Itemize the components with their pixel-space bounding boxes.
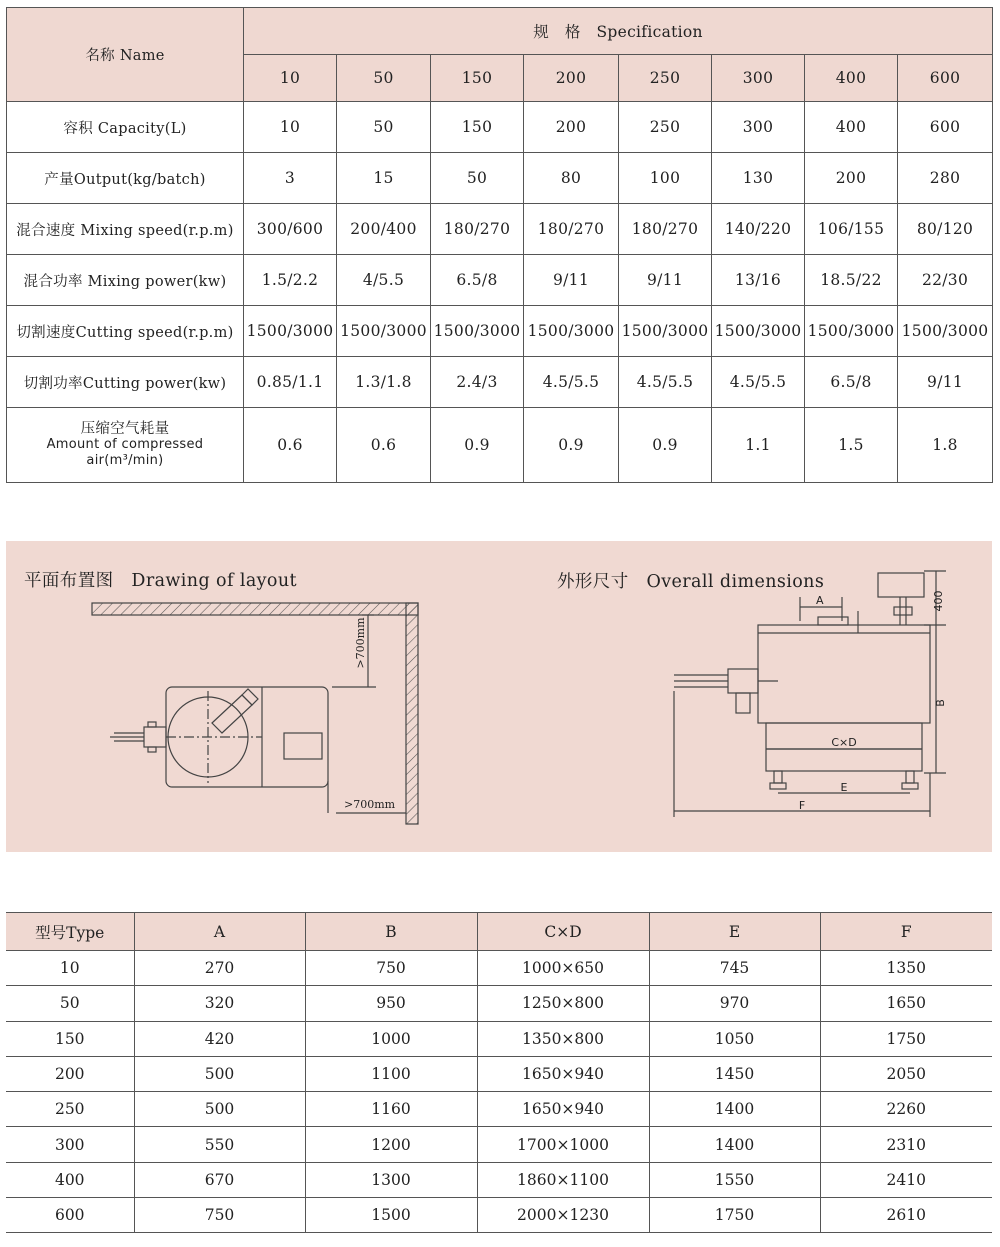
cell: 6.5/8 [805,357,898,408]
cell: 1650×940 [477,1056,649,1091]
cell: 1500/3000 [805,306,898,357]
cell: 500 [134,1056,305,1091]
cell: 1200 [305,1127,477,1162]
layout-drawing [92,603,418,824]
dims-row [6,1021,992,1056]
cell: 200 [6,1056,134,1091]
dims-row [6,986,992,1021]
cell: 0.9 [619,408,712,483]
motor [144,727,166,747]
dims-header-row [6,913,992,951]
cell: 180/270 [524,204,619,255]
cell: 1650 [820,986,992,1021]
row-label-compressed-air [7,408,244,483]
cell: 0.6 [244,408,337,483]
dims-row [6,1056,992,1091]
model-header: 300 [712,55,805,102]
cell: 3 [244,153,337,204]
dim-label-cd: C×D [831,736,857,749]
dims-header: B [305,913,477,951]
dims-header: E [649,913,820,951]
spec-header: 规 格 Specification [244,8,993,55]
cell: 280 [898,153,993,204]
clearance-label-horizontal: >700mm [344,798,396,811]
cell: 0.85/1.1 [244,357,337,408]
spec-row [7,357,993,408]
cell: 250 [619,102,712,153]
cell: 10 [244,102,337,153]
cell: 1250×800 [477,986,649,1021]
model-header: 150 [431,55,524,102]
cell: 106/155 [805,204,898,255]
cell: 270 [134,951,305,986]
cell: 13/16 [712,255,805,306]
cell: 320 [134,986,305,1021]
cell: 400 [805,102,898,153]
cell: 130 [712,153,805,204]
cell: 750 [134,1198,305,1233]
model-header: 200 [524,55,619,102]
cell: 1500/3000 [898,306,993,357]
cell: 180/270 [619,204,712,255]
cell: 1.5/2.2 [244,255,337,306]
row-label: 混合速度 Mixing speed(r.p.m) [7,204,244,255]
model-header: 250 [619,55,712,102]
cell: 9/11 [619,255,712,306]
dims-row [6,1092,992,1127]
cell: 2610 [820,1198,992,1233]
cell: 420 [134,1021,305,1056]
cell: 1750 [649,1198,820,1233]
name-header: 名称 Name [7,8,244,102]
cutter-motor [728,669,758,693]
cell: 2000×1230 [477,1198,649,1233]
technical-drawing [6,541,992,852]
dim-label-a: A [816,594,824,607]
cell: 1500/3000 [619,306,712,357]
model-header: 50 [337,55,431,102]
cell: 2260 [820,1092,992,1127]
dims-header: C×D [477,913,649,951]
model-header: 400 [805,55,898,102]
machine-body-front [758,625,930,723]
dims-row [6,1162,992,1197]
cell: 1350×800 [477,1021,649,1056]
cell: 745 [649,951,820,986]
cell: 1100 [305,1056,477,1091]
specification-table [6,7,993,483]
dimensions-title: 外形尺寸 Overall dimensions [557,572,825,592]
cell: 1.3/1.8 [337,357,431,408]
cell: 300 [712,102,805,153]
dim-label-f: F [798,799,806,812]
cell: 6.5/8 [431,255,524,306]
drawing-band [6,541,992,852]
spec-row [7,153,993,204]
cell: 2310 [820,1127,992,1162]
model-header: 600 [898,55,993,102]
cell: 1860×1100 [477,1162,649,1197]
cell: 1050 [649,1021,820,1056]
cell: 1550 [649,1162,820,1197]
cell: 300/600 [244,204,337,255]
cell: 80/120 [898,204,993,255]
cell: 670 [134,1162,305,1197]
cell: 50 [337,102,431,153]
dim-label-400: 400 [932,590,945,612]
cell: 1500 [305,1198,477,1233]
cell: 1000×650 [477,951,649,986]
cell: 300 [6,1127,134,1162]
cell: 1650×940 [477,1092,649,1127]
row-label: 产量Output(kg/batch) [7,153,244,204]
row-label: 切割功率Cutting power(kw) [7,357,244,408]
dimensions-table [6,912,992,1233]
cell: 80 [524,153,619,204]
cell: 100 [619,153,712,204]
dims-row [6,1198,992,1233]
cell: 1750 [820,1021,992,1056]
wall-right [406,603,418,824]
cell: 1.1 [712,408,805,483]
label-en-line1: Amount of compressed [46,437,204,452]
cell: 150 [6,1021,134,1056]
cell: 50 [431,153,524,204]
cell: 50 [6,986,134,1021]
cell: 1000 [305,1021,477,1056]
cell: 140/220 [712,204,805,255]
spec-row-compressed-air [7,408,993,483]
cell: 1500/3000 [524,306,619,357]
cell: 1300 [305,1162,477,1197]
cell: 1450 [649,1056,820,1091]
cell: 1160 [305,1092,477,1127]
spec-row [7,102,993,153]
row-label: 切割速度Cutting speed(r.p.m) [7,306,244,357]
cell: 1350 [820,951,992,986]
cell: 1400 [649,1092,820,1127]
control-box [284,733,322,759]
cell: 500 [134,1092,305,1127]
cell: 200/400 [337,204,431,255]
model-header: 10 [244,55,337,102]
cell: 150 [431,102,524,153]
top-motor [878,573,924,597]
cell: 180/270 [431,204,524,255]
cell: 1500/3000 [337,306,431,357]
cell: 2.4/3 [431,357,524,408]
dim-label-e: E [840,781,848,794]
cell: 1500/3000 [712,306,805,357]
cell: 10 [6,951,134,986]
cell: 1700×1000 [477,1127,649,1162]
label-cn: 压缩空气耗量 [80,421,170,437]
layout-title: 平面布置图 Drawing of layout [24,571,297,591]
cell: 1500/3000 [431,306,524,357]
cell: 250 [6,1092,134,1127]
cell: 18.5/22 [805,255,898,306]
label-en-line2: air(m³/min) [86,453,164,468]
cell: 200 [524,102,619,153]
row-label: 容积 Capacity(L) [7,102,244,153]
cell: 950 [305,986,477,1021]
dims-header: 型号Type [6,913,134,951]
cell: 1.8 [898,408,993,483]
clearance-label-vertical: >700mm [354,617,367,669]
cell: 22/30 [898,255,993,306]
cell: 750 [305,951,477,986]
wall-top [92,603,418,615]
cell: 4.5/5.5 [524,357,619,408]
spec-row [7,255,993,306]
cell: 200 [805,153,898,204]
cell: 1.5 [805,408,898,483]
cell: 2410 [820,1162,992,1197]
cell: 0.6 [337,408,431,483]
dimensions-drawing [674,571,946,817]
cell: 1500/3000 [244,306,337,357]
cell: 970 [649,986,820,1021]
cell: 9/11 [524,255,619,306]
dims-header: A [134,913,305,951]
cell: 0.9 [431,408,524,483]
row-label: 混合功率 Mixing power(kw) [7,255,244,306]
dims-row [6,951,992,986]
cell: 400 [6,1162,134,1197]
cell: 550 [134,1127,305,1162]
cell: 600 [898,102,993,153]
dim-label-b: B [934,699,947,707]
cell: 9/11 [898,357,993,408]
cell: 4.5/5.5 [712,357,805,408]
cell: 2050 [820,1056,992,1091]
cell: 15 [337,153,431,204]
cell: 600 [6,1198,134,1233]
cell: 4.5/5.5 [619,357,712,408]
cell: 4/5.5 [337,255,431,306]
cell: 1400 [649,1127,820,1162]
dims-row [6,1127,992,1162]
cell: 0.9 [524,408,619,483]
dims-header: F [820,913,992,951]
spec-row [7,204,993,255]
spec-row [7,306,993,357]
